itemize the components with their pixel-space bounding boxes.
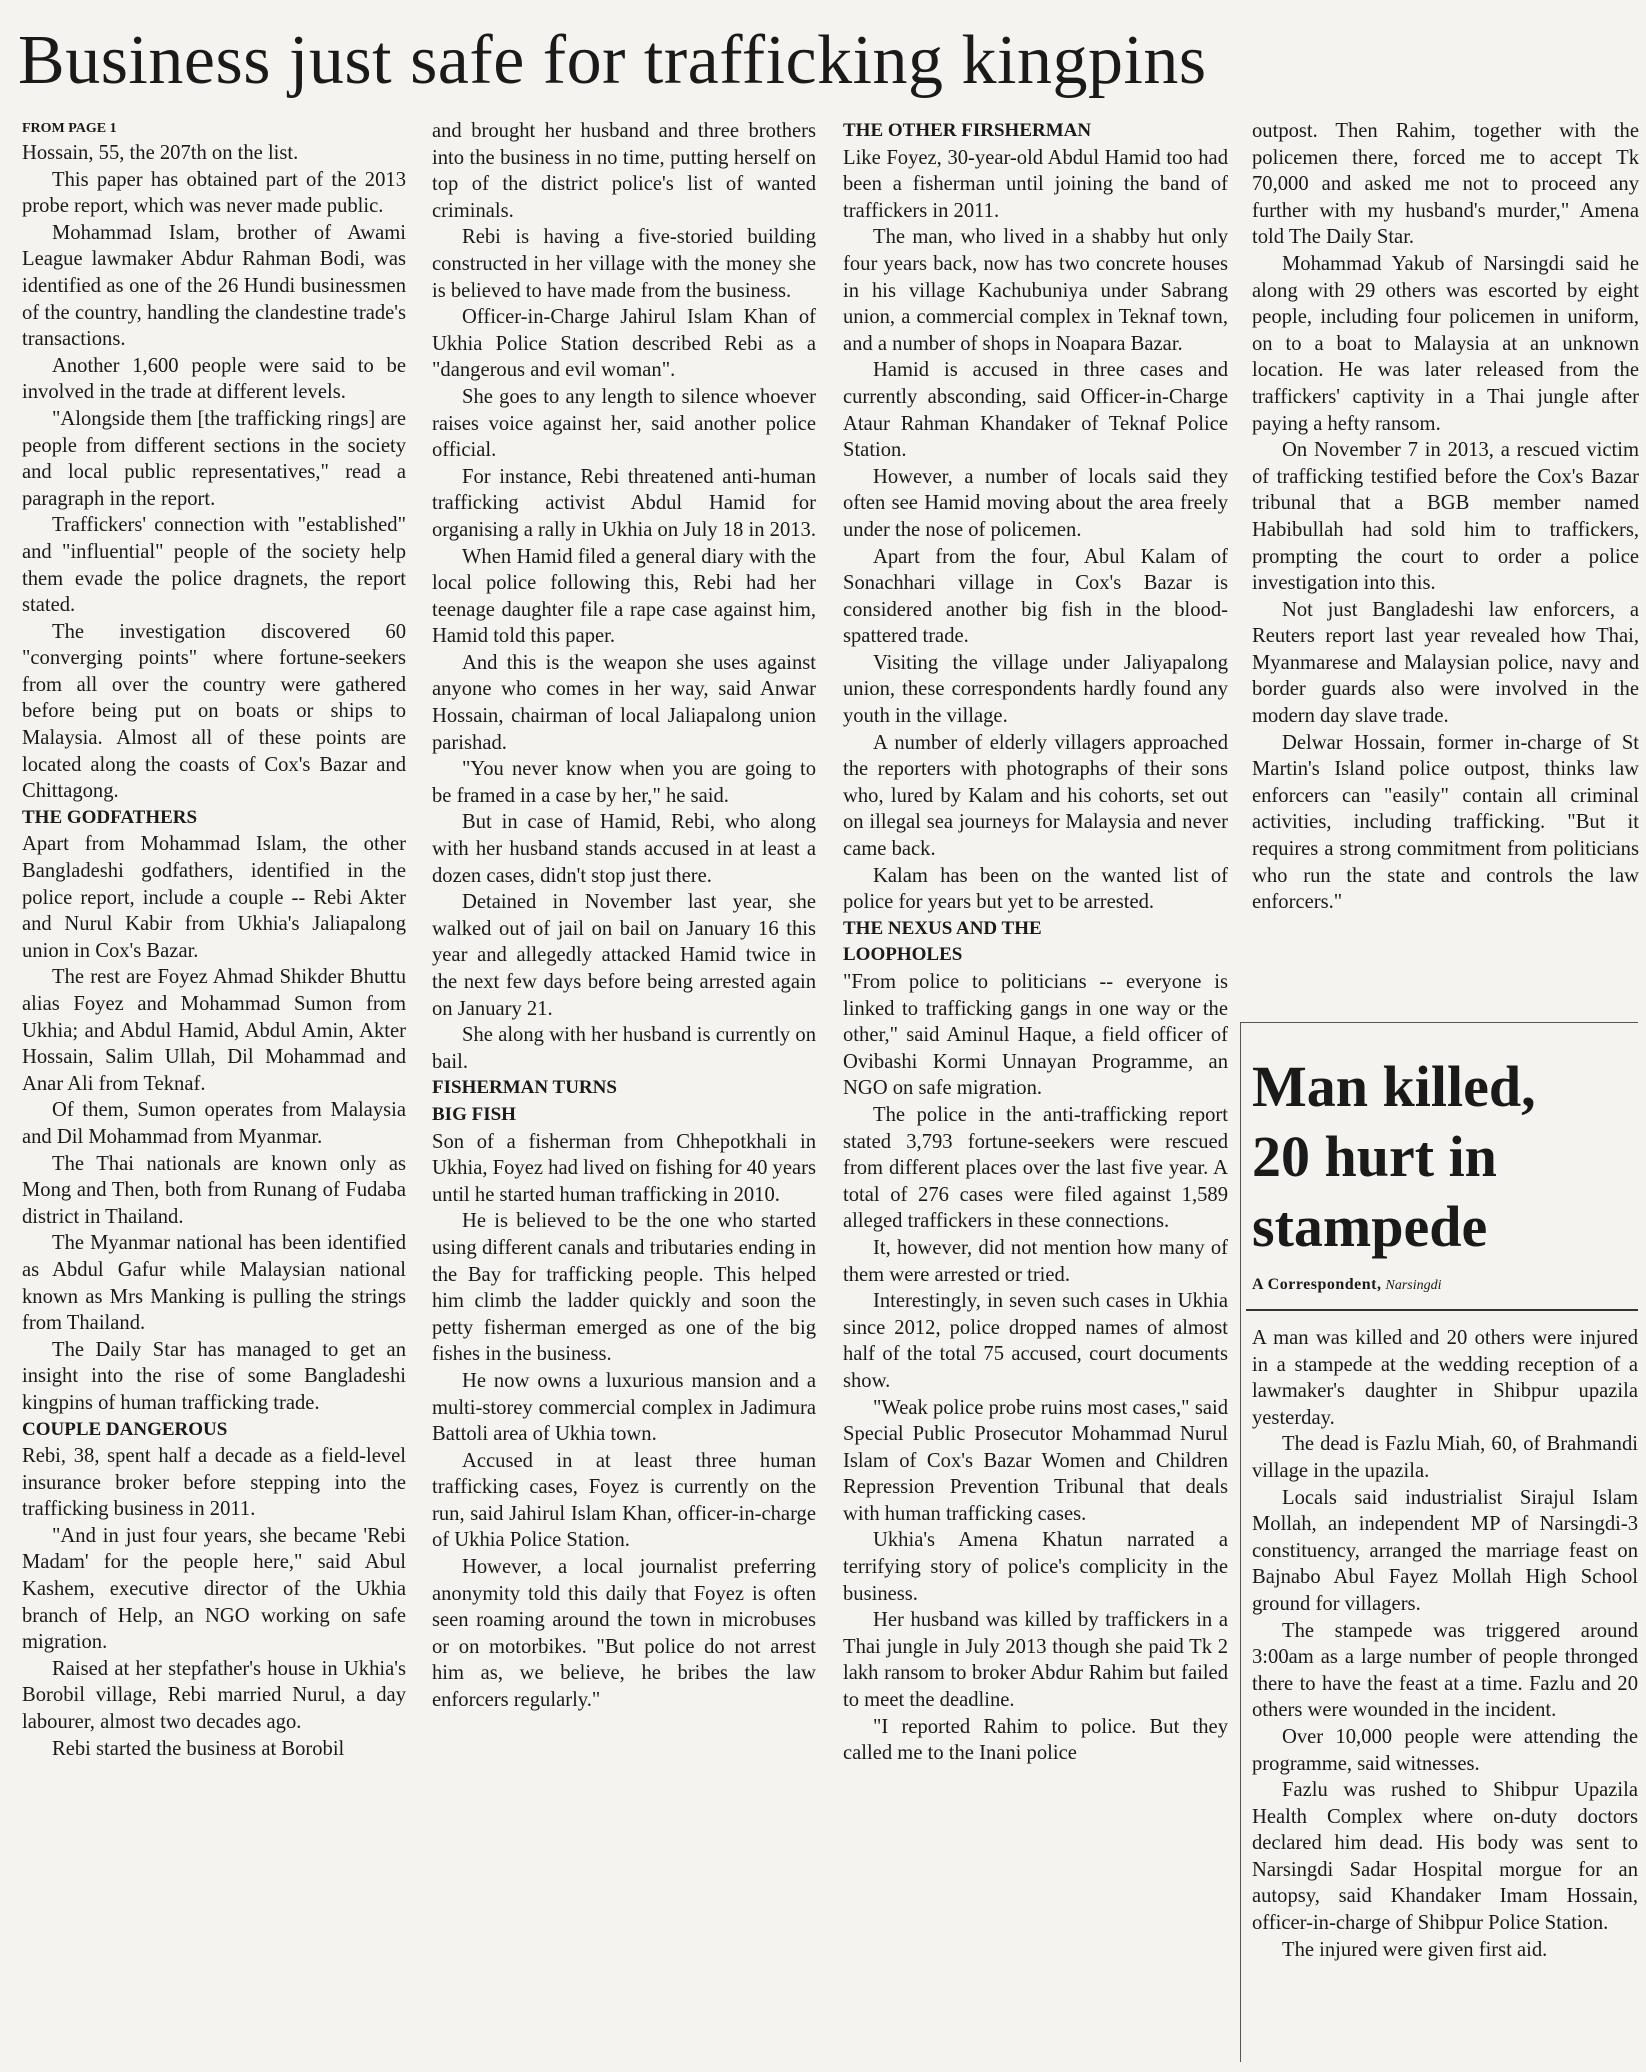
paragraph: Traffickers' connection with "established" and "influential" people of the society help them evade the police dragnets, the report stated. [22,514,406,617]
stampede-story-body [1252,1325,1638,1963]
paragraph: "You never know when you are going to be framed in a case by her," he said. [432,758,816,807]
byline [1252,1272,1640,1299]
paragraph: Hossain, 55, the 207th on the list. [22,142,299,164]
paragraph: Officer-in-Charge Jahirul Islam Khan of Ukhia Police Station described Rebi as a "dangerous and evil woman". [432,306,816,382]
article-column-1 [22,118,406,1762]
paragraph: The Thai nationals are known only as Mong and Then, both from Runang of Fudaba district in Thailand. [22,1152,406,1228]
paragraph: "Weak police probe ruins most cases," said Special Public Prosecutor Mohammad Nurul Islam of Cox's Bazar Women and Children Repression Prevention Tribunal that deals with human trafficking cases. [843,1396,1228,1525]
stampede-headline-line: stampede [1252,1194,1488,1259]
box-top-rule [1240,1022,1638,1023]
paragraph: outpost. Then Rahim, together with the policemen there, forced me to accept Tk 70,000 and asked me not to proceed any further with my husband's murder," Amena told The Daily Star. [1252,120,1639,249]
stampede-headline [1252,1052,1640,1262]
paragraph: Of them, Sumon operates from Malaysia and Dil Mohammad from Myanmar. [22,1099,406,1148]
paragraph: "Alongside them [the trafficking rings] are people from different sections in the society and local public representatives," read a paragraph in the report. [22,407,406,510]
paragraph: He is believed to be the one who started using different canals and tributaries ending in the Bay for trafficking people. This helped him climb the ladder quickly and soon the petty fisherman emerged as one of the big fishes in the business. [432,1210,816,1366]
paragraph: The Myanmar national has been identified as Abdul Gafur while Malaysian national known as Mrs Manking is pulling the strings from Thailand. [22,1232,406,1335]
paragraph: Like Foyez, 30-year-old Abdul Hamid too had been a fisherman until joining the band of traffickers in 2011. [843,146,1228,222]
paragraph: However, a number of locals said they often see Hamid moving about the area freely under the nose of policemen. [843,465,1228,541]
paragraph: For instance, Rebi threatened anti-human trafficking activist Abdul Hamid for organising a rally in Ukhia on July 18 in 2013. [432,465,817,541]
paragraph: Delwar Hossain, former in-charge of St Martin's Island police outpost, thinks law enforcers can "easily" contain all criminal activities, including trafficking. "But it requires a strong commitment from politicians who run the state and controls the law enforcers." [1252,731,1639,914]
paragraph: He now owns a luxurious mansion and a multi-storey commercial complex in Jadimura Battoli area of Ukhia town. [432,1369,816,1446]
paragraph: Ukhia's Amena Khatun narrated a terrifying story of police's complicity in the business. [843,1529,1228,1605]
paragraph: She goes to any length to silence whoever raises voice against her, said another police official. [432,385,816,462]
paragraph: The Daily Star has managed to get an insight into the rise of some Bangladeshi kingpins of human trafficking trade. [22,1338,406,1414]
paragraph: The police in the anti-trafficking report stated 3,793 fortune-seekers were rescued from different places over the last five year. A total of 276 cases were filed against 1,589 alleged traffickers in these connections. [843,1103,1228,1233]
paragraph: On November 7 in 2013, a rescued victim of trafficking testified before the Cox's Bazar tribunal that a BGB member named Habibullah had sold him to traffickers, prompting the court to order a police investigation into this. [1252,439,1639,595]
main-headline: Business just safe for trafficking kingpins [18,22,1207,99]
section-subheading: LOOPHOLES [843,944,963,966]
paragraph: But in case of Hamid, Rebi, who along with her husband stands accused in at least a dozen cases, didn't stop just there. [432,811,816,887]
byline-rule [1246,1309,1638,1311]
paragraph: Hamid is accused in three cases and currently absconding, said Officer-in-Charge Ataur Rahman Khandaker of Teknaf Police Station. [843,359,1228,462]
paragraph: Fazlu was rushed to Shibpur Upazila Health Complex where on-duty doctors declared him dead. His body was sent to Narsingdi Sadar Hospital morgue for an autopsy, said Khandaker Imam Hossain, officer-in-charge of Shibpur Police Station. [1252,1779,1638,1935]
paragraph: Visiting the village under Jaliyapalong union, these correspondents hardly found any youth in the village. [843,651,1228,728]
section-subheading: FISHERMAN TURNS [432,1077,617,1099]
byline-place: Narsingdi [1385,1278,1442,1293]
paragraph: The stampede was triggered around 3:00am as a large number of people thronged there to have the feast at a time. Fazlu and 20 others were wounded in the incident. [1252,1619,1638,1722]
paragraph: The injured were given first aid. [1282,1938,1548,1961]
paragraph: She along with her husband is currently on bail. [432,1024,816,1073]
paragraph: "And in just four years, she became 'Rebi Madam' for the people here," said Abul Kashem, executive director of the Ukhia branch of Help, an NGO working on safe migration. [22,1524,406,1654]
paragraph: A man was killed and 20 others were injured in a stampede at the wedding reception of a lawmaker's daughter in Shibpur upazila yesterday. [1252,1327,1638,1429]
paragraph: Mohammad Islam, brother of Awami League lawmaker Abdur Rahman Bodi, was identified as one of the 26 Hundi businessmen of the country, handling the clandestine trade's transactions. [22,221,406,351]
paragraph: When Hamid filed a general diary with the local police following this, Rebi had her teenage daughter file a rape case against him, Hamid told this paper. [432,545,816,648]
paragraph: Accused in at least three human trafficking cases, Foyez is currently on the run, said Jahirul Islam Khan, officer-in-charge of Ukhia Police Station. [432,1449,816,1552]
paragraph: "I reported Rahim to police. But they called me to the Inani police [843,1715,1228,1765]
paragraph: Interestingly, in seven such cases in Ukhia since 2012, police dropped names of almost half of the total 75 accused, court documents show. [843,1290,1228,1392]
paragraph: The man, who lived in a shabby hut only four years back, now has two concrete houses in his village Kachubuniya under Sabrang union, a commercial complex in Teknaf town, and a number of shops in Noapara Bazar. [843,226,1228,355]
paragraph: Another 1,600 people were said to be involved in the trade at different levels. [22,354,406,404]
section-subheading: COUPLE DANGEROUS [22,1418,228,1440]
paragraph: It, however, did not mention how many of them were arrested or tried. [843,1236,1228,1286]
paragraph: Raised at her stepfather's house in Ukhia's Borobil village, Rebi married Nurul, a day labourer, almost two decades ago. [22,1657,406,1734]
paragraph: Apart from the four, Abul Kalam of Sonachhari village in Cox's Bazar is considered another big fish in the blood-spattered trade. [843,545,1228,648]
paragraph: Rebi, 38, spent half a decade as a field-level insurance broker before stepping into the trafficking business in 2011. [22,1445,406,1521]
stampede-headline-line: 20 hurt in [1252,1124,1497,1189]
stampede-story-box [1240,1024,1640,1963]
paragraph: Kalam has been on the wanted list of police for years but yet to be arrested. [843,864,1228,914]
paragraph: However, a local journalist preferring anonymity told this daily that Foyez is often seen roaming around the town in microbuses or on motorbikes. "But police do not arrest him as, we believe, he bribes the law enforcers regularly." [432,1556,816,1712]
paragraph: The dead is Fazlu Miah, 60, of Brahmandi village in the upazila. [1252,1433,1638,1482]
paragraph: and brought her husband and three brothers into the business in no time, putting herself on top of the district police's list of wanted criminals. [432,120,816,222]
paragraph: "From police to politicians -- everyone is linked to trafficking gangs in one way or the other," said Aminul Haque, a field officer of Ovibashi Kormi Unnayan Programme, an NGO on safe migration. [843,971,1228,1100]
section-subheading: BIG FISH [432,1103,516,1125]
paragraph: Not just Bangladeshi law enforcers, a Reuters report last year revealed how Thai, Myanmarese and Malaysian police, navy and border guards also were involved in the modern day slave trade. [1252,598,1639,728]
section-subheading: THE NEXUS AND THE [843,917,1042,939]
article-column-3 [843,118,1228,1767]
paragraph: Mohammad Yakub of Narsingdi said he along with 29 others was escorted by eight people, including four policemen in uniform, on to a boat to Malaysia at an unknown location. He was later released from the traffickers' captivity in a Thai jungle after paying a hefty ransom. [1252,252,1639,435]
paragraph: Locals said industrialist Sirajul Islam Mollah, an independent MP of Narsingdi-3 constituency, arranged the marriage feast on Bajnabo Abul Fayez Mollah High School ground for villagers. [1252,1486,1638,1615]
paragraph: The investigation discovered 60 "converging points" where fortune-seekers from all over the country were gathered before being put on boats or ships to Malaysia. Almost all of these points are located along the coasts of Cox's Bazar and Chittagong. [22,620,406,803]
paragraph: The rest are Foyez Ahmad Shikder Bhuttu alias Foyez and Mohammad Sumon from Ukhia; and Abdul Hamid, Abdul Amin, Akter Hossain, Salim Ullah, Dil Mohammad and Anar Ali from Teknaf. [22,966,406,1095]
paragraph: Her husband was killed by traffickers in a Thai jungle in July 2013 though she paid Tk 2 lakh ransom to broker Abdur Rahim but failed to meet the deadline. [843,1609,1228,1712]
paragraph: Apart from Mohammad Islam, the other Bangladeshi godfathers, identified in the police report, include a couple -- Rebi Akter and Nurul Kabir from Ukhia's Jaliapalong union in Cox's Bazar. [22,833,406,962]
article-column-2 [432,118,816,1714]
paragraph: Son of a fisherman from Chhepotkhali in Ukhia, Foyez had lived on fishing for 40 years until he started human trafficking in 2010. [432,1130,816,1206]
byline-author: A Correspondent, [1252,1276,1382,1293]
article-column-4 [1252,118,1639,916]
paragraph: Rebi started the business at Borobil [52,1737,345,1760]
paragraph: A number of elderly villagers approached the reporters with photographs of their sons who, lured by Kalam and his cohorts, set out on illegal sea journeys for Malaysia and never came back. [843,731,1228,861]
paragraph: And this is the weapon she uses against anyone who comes in her way, said Anwar Hossain, chairman of local Jaliapalong union parishad. [432,651,816,754]
paragraph: This paper has obtained part of the 2013 probe report, which was never made public. [22,168,406,218]
paragraph: Detained in November last year, she walked out of jail on bail on January 16 this year and allegedly attacked Hamid twice in the next few days before being arrested again on January 21. [432,891,816,1020]
stampede-headline-line: Man killed, [1252,1054,1536,1119]
from-page-label: FROM PAGE 1 [22,121,117,136]
section-subheading: THE OTHER FIRSHERMAN [843,120,1092,141]
paragraph: Rebi is having a five-storied building constructed in her village with the money she is believed to have made from the business. [432,226,816,302]
section-subheading: THE GODFATHERS [22,806,198,828]
paragraph: Over 10,000 people were attending the programme, said witnesses. [1252,1725,1638,1775]
